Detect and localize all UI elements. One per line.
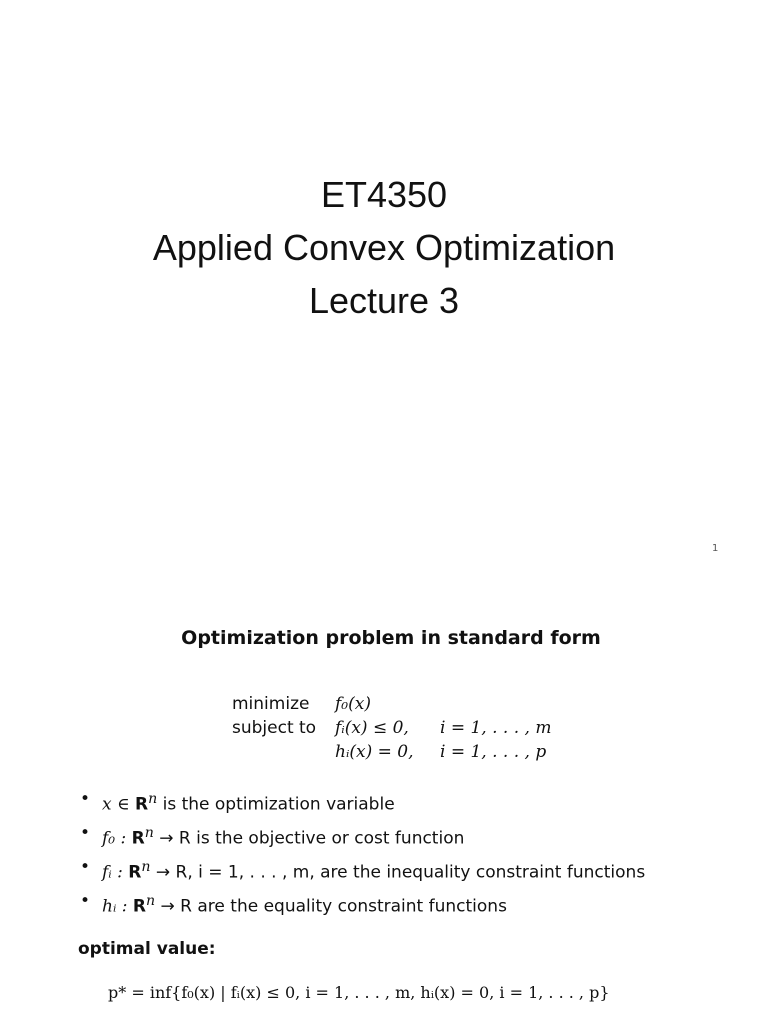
bullet-text: → R is the objective or cost function xyxy=(153,828,465,849)
course-name: Applied Convex Optimization xyxy=(152,227,616,268)
bullet-set: R xyxy=(131,828,145,849)
problem-expression: fᵢ(x) ≤ 0, xyxy=(335,718,409,738)
slide-title xyxy=(0,168,768,327)
optimal-value-label: optimal value: xyxy=(78,939,216,959)
course-code: ET4350 xyxy=(320,174,448,215)
page-number: 1 xyxy=(712,543,719,554)
bullet-math: x ∈ xyxy=(102,794,135,815)
bullet-text: is the optimization variable xyxy=(157,794,395,815)
problem-expression: hᵢ(x) = 0, xyxy=(335,742,414,762)
bullet-text: → R are the equality constraint functions xyxy=(155,896,507,917)
bullet-math: f₀ : xyxy=(102,828,132,849)
optimal-value-formula: p* = inf{f₀(x) | fᵢ(x) ≤ 0, i = 1, . . . , m, hᵢ(x) = 0, i = 1, . . . , p} xyxy=(108,983,610,1002)
bullet-icon: • xyxy=(80,857,91,877)
list-item xyxy=(80,820,645,854)
bullet-set: R xyxy=(134,794,149,815)
bullet-math: hᵢ : xyxy=(102,896,133,917)
section-title: Optimization problem in standard form xyxy=(181,627,601,649)
problem-expression: f₀(x) xyxy=(335,694,371,714)
list-item xyxy=(80,888,645,922)
problem-keyword: subject to xyxy=(232,718,317,738)
bullet-sup: n xyxy=(148,791,158,807)
bullet-sup: n xyxy=(146,893,156,909)
problem-index: i = 1, . . . , m xyxy=(440,718,552,738)
bullet-sup: n xyxy=(141,859,151,875)
bullet-icon: • xyxy=(80,789,91,809)
problem-keyword: minimize xyxy=(232,694,310,714)
list-item xyxy=(80,786,645,820)
bullet-icon: • xyxy=(80,891,91,911)
bullet-icon: • xyxy=(80,823,91,843)
problem-index: i = 1, . . . , p xyxy=(440,742,547,762)
bullet-math: fᵢ : xyxy=(102,862,129,883)
bullet-sup: n xyxy=(144,825,154,841)
bullet-set: R xyxy=(132,896,146,917)
definition-list xyxy=(80,786,645,922)
lecture-number: Lecture 3 xyxy=(308,280,460,321)
bullet-set: R xyxy=(128,862,142,883)
list-item xyxy=(80,854,645,888)
bullet-text: → R, i = 1, . . . , m, are the inequality constraint functions xyxy=(150,862,646,883)
